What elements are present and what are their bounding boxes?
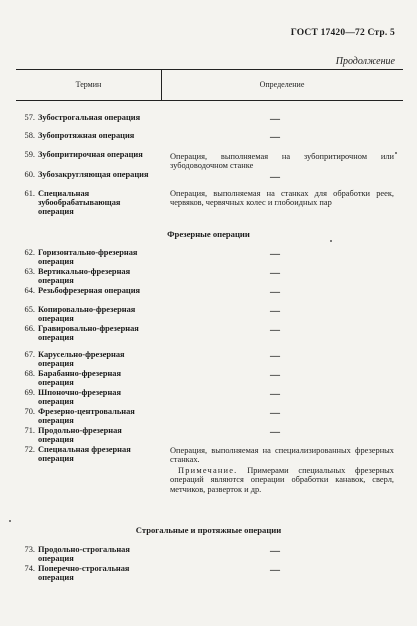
term-text: Зубострогальная операция — [38, 113, 141, 122]
term-row — [20, 388, 160, 406]
continuation-label: Продолжение — [335, 56, 395, 67]
term-text: Специальная зубообрабатывающая операция — [38, 189, 121, 217]
term-row — [20, 113, 160, 122]
term-text: Гравировально-фрезерная операция — [38, 324, 139, 343]
term-number: 74. — [24, 564, 35, 573]
term-number: 69. — [24, 388, 35, 397]
term-text: Зубозакругляющая операция — [38, 170, 149, 179]
term-number: 60. — [24, 170, 35, 179]
term-row — [20, 324, 160, 342]
definition-dash: — — [270, 408, 280, 419]
term-row — [20, 189, 160, 217]
scan-speck — [9, 520, 11, 522]
definition-dash: — — [270, 268, 280, 279]
term-number: 59. — [24, 150, 35, 159]
note-label: Примечание. — [178, 466, 238, 475]
term-text: Продольно-фрезерная операция — [38, 426, 122, 445]
term-number: 68. — [24, 369, 35, 378]
term-text: Зубопритирочная операция — [38, 150, 143, 159]
column-header-definition: Определение — [259, 80, 305, 89]
term-number: 65. — [24, 305, 35, 314]
definition-dash: — — [270, 287, 280, 298]
term-number: 64. — [24, 286, 35, 295]
term-row — [20, 407, 160, 425]
term-text: Резьбофрезерная операция — [38, 286, 141, 295]
term-row — [20, 170, 160, 179]
definition-dash: — — [270, 427, 280, 438]
term-row — [20, 248, 160, 266]
definition-text: Операция, выполняемая на станках для обработки реек, червяков, червячных колес и глобоидных пар — [170, 189, 394, 208]
term-row — [20, 131, 160, 140]
definition-note — [170, 466, 394, 494]
term-row — [20, 150, 160, 159]
definition-dash: — — [270, 389, 280, 400]
page-header: ГОСТ 17420—72 Стр. 5 — [290, 28, 395, 38]
term-number: 67. — [24, 350, 35, 359]
column-header-term: Термин — [75, 80, 102, 89]
term-number: 70. — [24, 407, 35, 416]
term-row — [20, 305, 160, 323]
term-row — [20, 286, 160, 295]
term-number: 61. — [24, 189, 35, 198]
term-text: Карусельно-фрезерная операция — [38, 350, 125, 369]
table-head-rule — [16, 100, 403, 101]
term-number: 62. — [24, 248, 35, 257]
term-number: 63. — [24, 267, 35, 276]
term-text: Вертикально-фрезерная операция — [38, 267, 131, 286]
definition-dash: — — [270, 325, 280, 336]
term-number: 66. — [24, 324, 35, 333]
term-text: Шпоночно-фрезерная операция — [38, 388, 121, 407]
term-number: 73. — [24, 545, 35, 554]
definition-dash: — — [270, 565, 280, 576]
term-text: Барабанно-фрезерная операция — [38, 369, 122, 388]
term-text: Горизонтально-фрезерная операция — [38, 248, 138, 267]
term-text: Поперечно-строгальная операция — [38, 564, 130, 583]
definition-dash: — — [270, 132, 280, 143]
definition-dash: — — [270, 370, 280, 381]
definition-text: Операция, выполняемая на зубопритирочном или зубодоводочном станке — [170, 152, 394, 171]
section-title-planing: Строгальные и протяжные операции — [135, 525, 282, 535]
definition-dash: — — [270, 306, 280, 317]
term-row — [20, 267, 160, 285]
definition-text: Операция, выполняемая на специализированных фрезерных станках. — [170, 446, 394, 465]
term-row — [20, 445, 160, 463]
definition-dash: — — [270, 249, 280, 260]
section-title-milling: Фрезерные операции — [167, 229, 250, 239]
term-text: Зубопротяжная операция — [38, 131, 135, 140]
term-text: Продольно-строгальная операция — [38, 545, 130, 564]
term-number: 58. — [24, 131, 35, 140]
term-number: 72. — [24, 445, 35, 454]
definition-dash: — — [270, 172, 280, 183]
term-number: 71. — [24, 426, 35, 435]
term-row — [20, 564, 160, 582]
scan-speck — [395, 152, 397, 154]
definition-dash: — — [270, 114, 280, 125]
term-row — [20, 545, 160, 563]
term-text: Копировально-фрезерная операция — [38, 305, 136, 324]
term-text: Специальная фрезерная операция — [38, 445, 131, 464]
term-text: Фрезерно-центровальная операция — [38, 407, 135, 426]
term-row — [20, 350, 160, 368]
term-row — [20, 426, 160, 444]
table-top-rule — [16, 69, 403, 70]
note-text: Примерами специальных фрезерных операций являются операции обработки канавок, сверл, метчиков, разверток и др. — [170, 466, 394, 494]
term-number: 57. — [24, 113, 35, 122]
definition-dash: — — [270, 546, 280, 557]
scan-speck — [330, 240, 332, 242]
term-row — [20, 369, 160, 387]
definition-dash: — — [270, 351, 280, 362]
